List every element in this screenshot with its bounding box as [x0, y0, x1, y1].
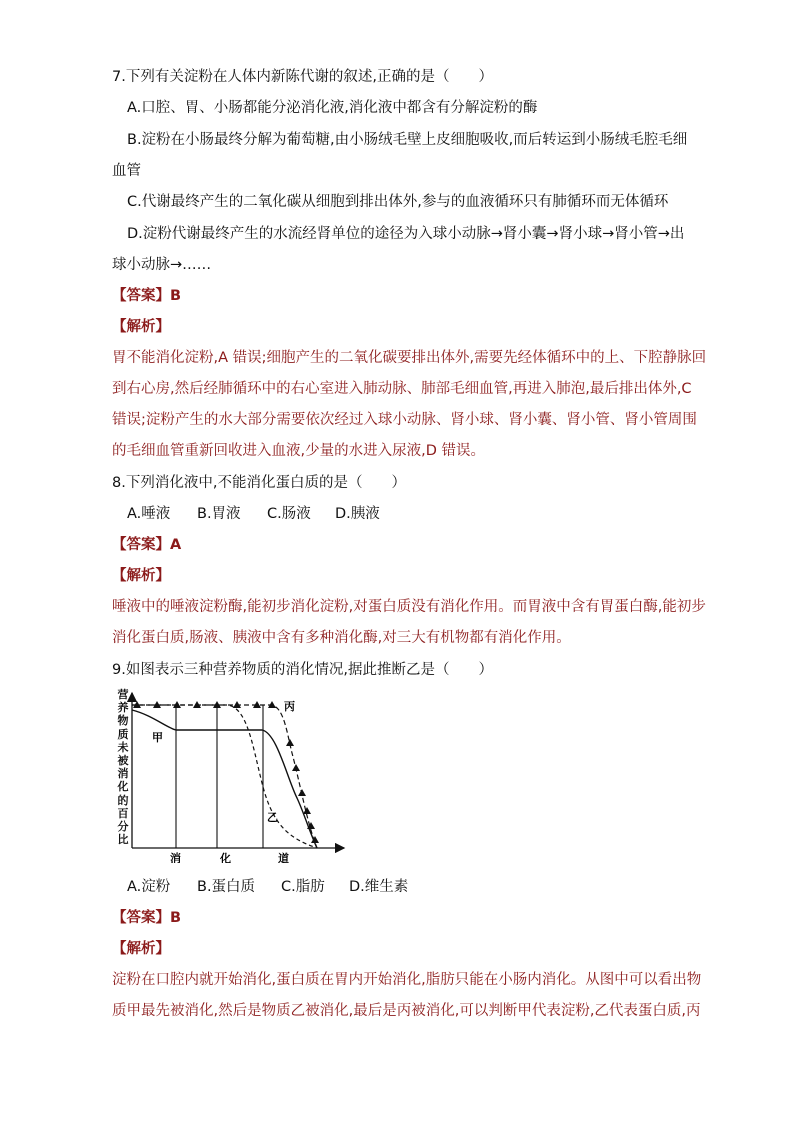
q8-analysis-line: 消化蛋白质,肠液、胰液中含有多种消化酶,对三大有机物都有消化作用。 — [112, 630, 571, 646]
series-jia-label: 甲 — [152, 731, 163, 744]
q8-stem: 8.下列消化液中,不能消化蛋白质的是（ ） — [112, 475, 406, 491]
triangle-marker — [298, 789, 306, 796]
q8-option-d: D.胰液 — [335, 506, 380, 522]
triangle-marker — [292, 764, 300, 771]
q8-analysis-label: 【解析】 — [112, 568, 170, 584]
q8-option-c: C.肠液 — [267, 506, 311, 522]
x-label: 消 — [170, 852, 181, 863]
series-bing-label: 丙 — [284, 700, 295, 713]
q8-option-b: B.胃液 — [197, 506, 241, 522]
x-label: 化 — [220, 852, 231, 863]
x-label: 道 — [278, 852, 289, 863]
q7-analysis-line: 的毛细血管重新回收进入血液,少量的水进入尿液,D 错误。 — [112, 443, 485, 459]
q9-option-c: C.脂肪 — [281, 879, 325, 895]
triangle-marker — [303, 807, 311, 814]
q7-answer: 【答案】B — [112, 288, 182, 304]
q7-option-a: A.口腔、胃、小肠都能分泌消化液,消化液中都含有分解淀粉的酶 — [127, 100, 538, 116]
q8-option-a: A.唾液 — [127, 506, 171, 522]
q7-option-b-line2: 血管 — [112, 163, 141, 179]
series-yi-label: 乙 — [267, 811, 278, 824]
q9-analysis-line: 淀粉在口腔内就开始消化,蛋白质在胃内开始消化,脂肪只能在小肠内消化。从图中可以看出物 — [112, 972, 702, 988]
q8-answer: 【答案】A — [112, 537, 182, 553]
triangle-marker — [286, 739, 294, 746]
q7-option-c: C.代谢最终产生的二氧化碳从细胞到排出体外,参与的血液循环只有肺循环而无体循环 — [127, 194, 669, 210]
q9-option-d: D.维生素 — [349, 879, 409, 895]
q9-option-a: A.淀粉 — [127, 879, 171, 895]
series-yi-line — [132, 705, 317, 848]
q9-analysis-label: 【解析】 — [112, 941, 170, 957]
q7-option-b-line1: B.淀粉在小肠最终分解为葡萄糖,由小肠绒毛壁上皮细胞吸收,而后转运到小肠绒毛腔毛细 — [127, 132, 688, 148]
q8-analysis-line: 唾液中的唾液淀粉酶,能初步消化淀粉,对蛋白质没有消化作用。而胃液中含有胃蛋白酶,能初步 — [112, 599, 706, 615]
q9-option-b: B.蛋白质 — [197, 879, 256, 895]
q9-answer: 【答案】B — [112, 910, 182, 926]
digestion-chart — [112, 683, 352, 863]
q7-option-d-line1: D.淀粉代谢最终产生的水流经肾单位的途径为入球小动脉→肾小囊→肾小球→肾小管→出 — [127, 226, 685, 242]
chart-y-axis-label: 营养物质未被消化的百分比 — [117, 688, 129, 847]
q7-option-d-line2: 球小动脉→…… — [112, 257, 212, 273]
q7-analysis-line: 到右心房,然后经肺循环中的右心室进入肺动脉、肺部毛细血管,再进入肺泡,最后排出体外,C — [112, 381, 692, 397]
q7-analysis-label: 【解析】 — [112, 319, 170, 335]
series-bing-line — [132, 705, 317, 848]
q7-stem: 7.下列有关淀粉在人体内新陈代谢的叙述,正确的是（ ） — [112, 69, 493, 85]
q7-analysis-line: 胃不能消化淀粉,A 错误;细胞产生的二氧化碳要排出体外,需要先经体循环中的上、下腔静脉回 — [112, 350, 707, 366]
q9-analysis-line: 质甲最先被消化,然后是物质乙被消化,最后是丙被消化,可以判断甲代表淀粉,乙代表蛋白质,丙 — [112, 1003, 701, 1019]
q9-stem: 9.如图表示三种营养物质的消化情况,据此推断乙是（ ） — [112, 662, 493, 678]
q7-analysis-line: 错误;淀粉产生的水大部分需要依次经过入球小动脉、肾小球、肾小囊、肾小管、肾小管周围 — [112, 412, 697, 428]
